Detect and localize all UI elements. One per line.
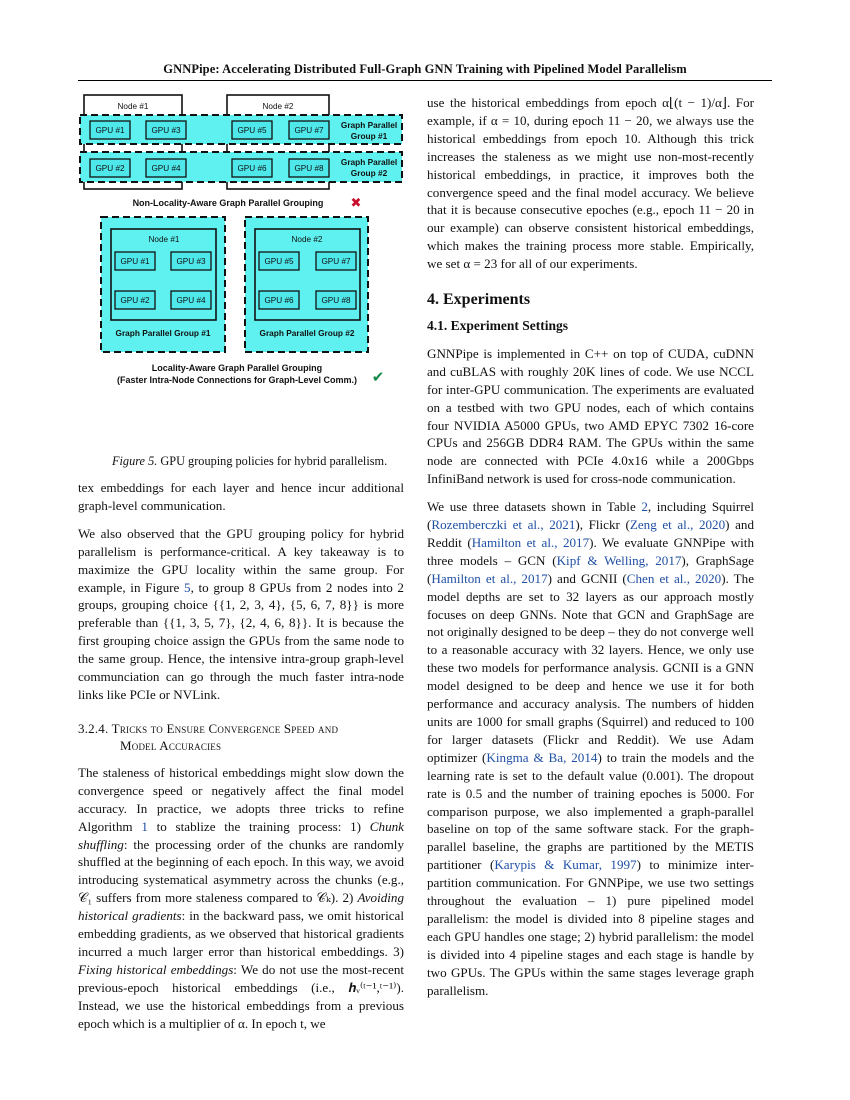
top-group-2-label-line2: Group #2 <box>350 168 388 178</box>
left-column <box>78 479 404 1042</box>
top-gpu-5-label: GPU #5 <box>237 126 267 135</box>
bottom-diagram-title-line2: (Faster Intra-Node Connections for Graph-Level Comm.) <box>116 375 358 385</box>
top-gpu-6-label: GPU #6 <box>237 164 267 173</box>
bottom-group-2-label: Graph Parallel Group #2 <box>259 328 355 338</box>
top-node-2-label: Node #2 <box>262 102 294 111</box>
paragraph-datasets: We use three datasets shown in Table 2, including Squirrel (Rozemberczki et al., 2021), Flickr (Zeng et al., 2020) and Reddit (Hamilton et al., 2017). We evaluate GNNPipe with three models – GCN (Kipf & Welling, 2017), GraphSage (Hamilton et al., 2017) and GCNII (Chen et al., 2020). The model depths are set to 32 layers as our approach mostly focuses on deep GNNs. Note that GCN and GraphSage are not originally designed to be deep – they do not converge well to a reasonable accuracy with 32 layers. Hence, we only use these two models for performance analysis. GCNII is a GNN model designed to be deep and hence we use it for both performance and accuracy analysis. The numbers of hidden units are 1000 for small graphs (Squirrel) and reduced to 100 for larger datasets (Flickr and Reddit). We use Adam optimizer (Kingma & Ba, 2014) to train the models and the learning rate is set to the default value (0.001). The dropout rate is 0.5 and the number of training epoches is 5000. For comparison purpose, we also implemented a graph-parallel baseline on top of the same software stack. For the graph-parallel baseline, the graphs are partitioned by the METIS partitioner (Karypis & Kumar, 1997) to minimize inter-partition communication. For GNNPipe, we use two settings throughout the evaluation – 1) pure pipelined model parallelism: the model is divided into 8 pipeline stages and each GPU handles one stage; 2) hybrid parallelism: the model is divided into 4 pipeline stages and each stage is handle by two GPUs. The GPUs within the same stages leverage graph parallelism. <box>427 499 755 998</box>
bottom-diagram-title-line1: Locality-Aware Graph Parallel Grouping <box>151 363 323 373</box>
right-column <box>427 94 754 1010</box>
subsection-heading-settings: 4.1. Experiment Settings <box>427 317 568 333</box>
bottom-gpu-8-label: GPU #8 <box>321 296 351 305</box>
top-node-1-label: Node #1 <box>117 102 149 111</box>
bottom-gpu-1-label: GPU #1 <box>120 257 150 266</box>
header-rule <box>78 80 772 81</box>
bottom-group-1-label: Graph Parallel Group #1 <box>115 328 211 338</box>
bottom-gpu-4-label: GPU #4 <box>176 296 206 305</box>
caption-text: GPU grouping policies for hybrid parallelism. <box>157 454 388 468</box>
top-gpu-8-label: GPU #8 <box>294 164 324 173</box>
cite-kipf-link[interactable]: Kipf & Welling, 2017 <box>556 552 682 568</box>
bottom-gpu-5-label: GPU #5 <box>264 257 294 266</box>
bottom-node-1-label: Node #1 <box>148 235 180 244</box>
subsubsection-heading: 3.2.4. Tricks to Ensure Convergence Speed and Model Accuracies <box>78 720 339 753</box>
figure-5-diagram <box>78 88 408 468</box>
top-gpu-1-label: GPU #1 <box>95 126 125 135</box>
section-heading-experiments: 4. Experiments <box>427 291 531 309</box>
bottom-gpu-2-label: GPU #2 <box>120 296 150 305</box>
bottom-gpu-3-label: GPU #3 <box>176 257 206 266</box>
cite-hamilton-2-link[interactable]: Hamilton et al., 2017 <box>431 570 548 586</box>
top-gpu-2-label: GPU #2 <box>95 164 125 173</box>
cross-icon: ✖ <box>350 196 362 211</box>
cite-hamilton-link[interactable]: Hamilton et al., 2017 <box>471 534 590 550</box>
caption-label: Figure 5. <box>112 454 158 468</box>
cite-rozemberczki-link[interactable]: Rozemberczki et al., 2021 <box>431 517 576 533</box>
paragraph-historical-epoch: use the historical embeddings from epoch α⌊(t − 1)/α⌋. For example, if α = 10, during epoch 11 − 20, we always use the historical embeddings from epoch 10. Although this trick increases the staleness as we might use non-most-recently historical embeddings, in practice, it improves both the convergence speed and the final model accuracy. We believe that it is because consecutive epoches (e.g., epoch 11 − 20 in our example) can observe consistent historical embeddings, which makes the training process more stable. Empirically, we set α = 23 for all of our experiments. <box>427 95 754 272</box>
paragraph-continued: tex embeddings for each layer and hence incur additional graph-level communication. <box>78 480 404 513</box>
figure-5-ref-link[interactable]: 5 <box>184 579 191 595</box>
top-group-2-label-line1: Graph Parallel <box>340 157 398 167</box>
figure-5-caption <box>112 454 387 469</box>
table-2-ref-link[interactable]: 2 <box>641 499 648 515</box>
cite-karypis-link[interactable]: Karypis & Kumar, 1997 <box>494 857 637 873</box>
running-header: GNNPipe: Accelerating Distributed Full-Graph GNN Training with Pipelined Model Parallelism <box>163 62 687 76</box>
top-gpu-4-label: GPU #4 <box>151 164 181 173</box>
paragraph-tricks: The staleness of historical embeddings might slow down the convergence speed or negatively affect the final model accuracy. In practice, we adopts three tricks to refine Algorithm 1 to stablize the training process: 1) Chunk shuffling: the processing order of the chunks are randomly shuffled at the beginning of each epoch. In this way, we avoid introducing systematical asymmetry across the chunks (e.g., 𝒞₁ suffers from more staleness compared to 𝒞ₖ). 2) Avoiding historical gradients: in the backward pass, we omit historical embedding gradients, as we observed that historical gradients incurred a much larger error than historical embeddings. 3) Fixing historical embeddings: We do not use the most-recent previous-epoch historical embeddings (i.e., 𝒉ᵥ⁽ᵗ⁻¹,ᵗ⁻¹⁾). Instead, we use the historical embeddings from a previous epoch which is a multiplier of α. In epoch t, we <box>78 764 405 1031</box>
top-gpu-7-label: GPU #7 <box>294 126 324 135</box>
top-group-1-label-line2: Group #1 <box>350 131 388 141</box>
cite-zeng-link[interactable]: Zeng et al., 2020 <box>629 517 726 533</box>
paragraph-implementation: GNNPipe is implemented in C++ on top of CUDA, cuDNN and cuBLAS with roughly 20K lines of code. We use NCCL for inter-GPU communication. The experiments are evaluated on a testbed with two GPU nodes, each of which contains four NVIDIA A5000 GPUs, two AMD EPYC 7302 16-core CPUs and 256GB DDR4 RAM. The GPUs within the same node are connected with PCIe 4.0x16 while a 200Gbps InfiniBand network is used for cross-node communication. <box>427 345 754 487</box>
cite-chen-link[interactable]: Chen et al., 2020 <box>626 570 722 586</box>
top-gpu-3-label: GPU #3 <box>151 126 181 135</box>
top-group-1-label-line1: Graph Parallel <box>340 120 398 130</box>
paragraph-gpu-grouping: We also observed that the GPU grouping policy for hybrid parallelism is performance-critical. A key takeaway is to maximize the GPU locality within the same group. For example, in Figure 5, to group 8 GPUs from 2 nodes into 2 groups, grouping choice {{1, 2, 3, 4}, {5, 6, 7, 8}} is more preferable than {{1, 3, 5, 7}, {2, 4, 6, 8}}. It is because the first grouping choice assign the GPUs from the same node to the same group. Hence, the intensive intra-group graph-level communciation can go through the much faster intra-node links like PCIe or NVLink. <box>78 525 404 702</box>
bottom-gpu-6-label: GPU #6 <box>264 296 294 305</box>
bottom-gpu-7-label: GPU #7 <box>321 257 351 266</box>
top-diagram-title: Non-Locality-Aware Graph Parallel Grouping <box>132 198 324 208</box>
checkmark-icon: ✔ <box>371 368 385 386</box>
cite-kingma-link[interactable]: Kingma & Ba, 2014 <box>486 749 598 765</box>
bottom-node-2-label: Node #2 <box>291 235 323 244</box>
algorithm-1-ref-link[interactable]: 1 <box>141 818 148 834</box>
